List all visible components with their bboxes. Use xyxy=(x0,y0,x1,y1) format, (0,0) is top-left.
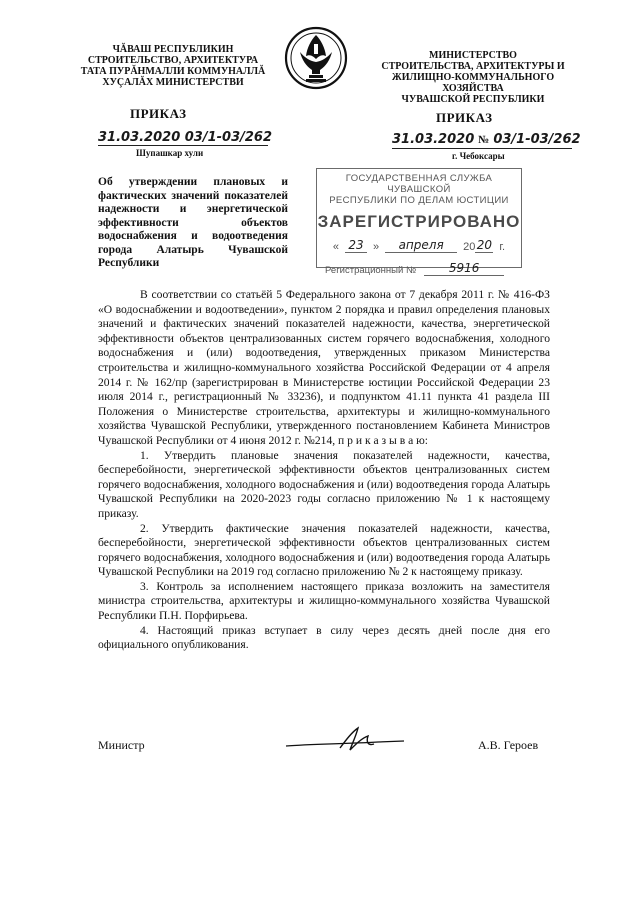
stamp-year-suffix: 20 xyxy=(476,238,493,252)
stamp-month: апреля xyxy=(385,238,457,253)
stamp-reg-label: Регистрационный № xyxy=(325,265,417,276)
right-number: 03/1-03/262 xyxy=(493,132,581,147)
stamp-reg-number: 5916 xyxy=(424,261,504,276)
document-body xyxy=(98,288,550,653)
body-intro-paragraph: В соответствии со статьёй 5 Федерального закона от 7 декабря 2011 г. № 416-ФЗ «О водоснабжении и водоотведении», пунктом 2 порядка и правил определения плановых значений и фактических значений показателей надежности, качества, энергетической эффективности объектов централизованных систем горячего водоснабжения, холодного водоснабжения и (или) водоотведения, утвержденных приказом Министерства строительства и жилищно-коммунального хозяйства Российской Федерации от 4 апреля 2014 г. № 162/пр (зарегистрирован в Министерстве юстиции Российской Федерации 23 июля 2014 г., регистрационный № 33236), и подпунктом 41.11 пункта 41 раздела III Положения о Министерстве строительства, архитектуры и жилищно-коммунального хозяйства Чувашской Республики, утвержденного постановлением Кабинета Министров Чувашской Республики от 4 июня 2012 г. №214, п р и к а з ы в а ю: xyxy=(98,288,550,447)
left-date-underline xyxy=(98,145,268,146)
order-word-left: ПРИКАЗ xyxy=(130,106,187,121)
stamp-reg-row xyxy=(325,261,513,276)
body-item-3: 3. Контроль за исполнением настоящего приказа возложить на заместителя министра строительства, архитектуры и жилищно-коммунального хозяйства Чувашской Республики П.Н. Порфирьева. xyxy=(98,579,550,623)
right-date: 31.03.2020 xyxy=(392,132,475,147)
handwritten-signature xyxy=(282,722,412,756)
body-item-4: 4. Настоящий приказ вступает в силу через десять дней после дня его официального опубликования. xyxy=(98,623,550,652)
header-right-line: ЖИЛИЩНО-КОММУНАЛЬНОГО ХОЗЯЙСТВА xyxy=(391,72,555,94)
header-left-line: СТРОИТЕЛЬСТВО, АРХИТЕКТУРА xyxy=(87,55,259,66)
right-number-sign: № xyxy=(478,134,490,146)
left-place: Шупашкар хули xyxy=(136,148,204,158)
header-left-line: ТАТА ПУРĂНМАЛЛИ КОММУНАЛЛĂ xyxy=(80,66,266,77)
header-left-line: ХУÇАЛĂХ МИНИСТЕРСТВИ xyxy=(102,77,244,88)
body-item-1: 1. Утвердить плановые значения показателей надежности, качества, бесперебойности, энергетической эффективности объектов централизованных систем горячего водоснабжения, холодного водоснабжения и (или) водоотведения города Алатырь Чувашской Республики на 2020-2023 годы согласно приложению № 1 к настоящему приказу. xyxy=(98,448,550,520)
stamp-day: 23 xyxy=(345,238,367,253)
header-left-org xyxy=(80,44,266,88)
stamp-date-row xyxy=(317,238,521,253)
right-place: г. Чебоксары xyxy=(452,151,505,161)
left-date-number: 31.03.2020 03/1-03/262 xyxy=(98,130,273,145)
coat-of-arms-emblem xyxy=(284,26,348,90)
order-word-right: ПРИКАЗ xyxy=(436,110,493,125)
stamp-line2: РЕСПУБЛИКИ ПО ДЕЛАМ ЮСТИЦИИ xyxy=(329,195,509,206)
body-item-2: 2. Утвердить фактические значения показателей надежности, качества, бесперебойности, энергетической эффективности объектов централизованных систем горячего водоснабжения, холодного водоснабжения и (или) водоотведения города Алатырь Чувашской Республики на 2019 год согласно приложению № 2 к настоящему приказу. xyxy=(98,521,550,579)
signature-name: А.В. Героев xyxy=(478,738,539,752)
stamp-quote-open: « xyxy=(332,241,339,253)
document-title: Об утверждении плановых и фактических значений показателей надежности и энергетической эффективности объектов водоснабжения и водоотведения города Алатырь Чувашской Республики xyxy=(98,176,288,269)
stamp-year-unit: г. xyxy=(499,241,506,253)
stamp-year-prefix: 20 xyxy=(463,241,476,253)
registration-stamp xyxy=(316,168,522,276)
header-right-line: СТРОИТЕЛЬСТВА, АРХИТЕКТУРЫ И xyxy=(381,61,565,72)
stamp-status: ЗАРЕГИСТРИРОВАНО xyxy=(317,212,521,231)
signature-position: Министр xyxy=(98,738,145,752)
header-right-org xyxy=(368,50,578,105)
right-date-number xyxy=(392,132,581,147)
header-left-line: ЧĂВАШ РЕСПУБЛИКИН xyxy=(112,44,234,55)
header-right-line: ЧУВАШСКОЙ РЕСПУБЛИКИ xyxy=(401,94,545,105)
header-right-line: МИНИСТЕРСТВО xyxy=(429,50,517,61)
stamp-quote-close: » xyxy=(373,241,380,253)
right-date-underline xyxy=(392,148,572,149)
stamp-line1: ГОСУДАРСТВЕННАЯ СЛУЖБА ЧУВАШСКОЙ xyxy=(345,173,493,195)
